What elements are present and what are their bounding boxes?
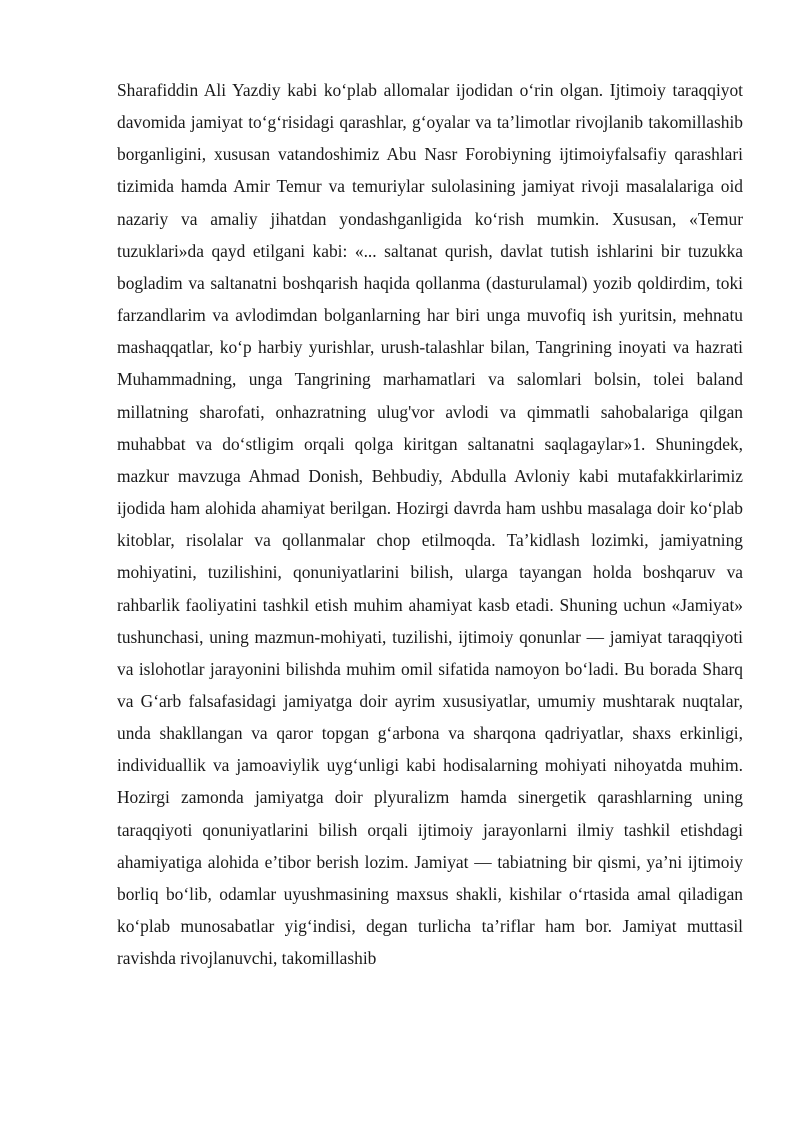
document-page [117,74,743,974]
body-paragraph: Sharafiddin Ali Yazdiy kabi ko‘plab allomalar ijodidan o‘rin olgan. Ijtimoiy taraqqiyot davomida jamiyat to‘g‘risidagi qarashlar, g‘oyalar va ta’limotlar rivojlanib takomillashib borganligini, xususan vatandoshimiz Abu Nasr Forobiyning ijtimoiyfalsafiy qarashlari tizimida hamda Amir Temur va temuriylar sulolasining jamiyat rivoji masalalariga oid nazariy va amaliy jihatdan yondashganligida ko‘rish mumkin. Xususan, «Temur tuzuklari»da qayd etilgani kabi: «... saltanat qurish, davlat tutish ishlarini bir tuzukka bogladim va saltanatni boshqarish haqida qollanma (dasturulamal) yozib qoldirdim, toki farzandlarim va avlodimdan bolganlarning har biri unga muvofiq ish yuritsin, mehnatu mashaqqatlar, ko‘p harbiy yurishlar, urush-talashlar bilan, Tangrining inoyati va hazrati Muhammadning, unga Tangrining marhamatlari va salomlari bolsin, tolei baland millatning sharofati, onhazratning ulug'vor avlodi va qimmatli sahobalariga qilgan muhabbat va do‘stligim orqali qolga kiritgan saltanatni saqlagaylar»1. Shuningdek, mazkur mavzuga Ahmad Donish, Behbudiy, Abdulla Avloniy kabi mutafakkirlarimiz ijodida ham alohida ahamiyat berilgan. Hozirgi davrda ham ushbu masalaga doir ko‘plab kitoblar, risolalar va qollanmalar chop etilmoqda. Ta’kidlash lozimki, jamiyatning mohiyatini, tuzilishini, qonuniyatlarini bilish, ularga tayangan holda boshqaruv va rahbarlik faoliyatini tashkil etish muhim ahamiyat kasb etadi. Shuning uchun «Jamiyat» tushunchasi, uning mazmun-mohiyati, tuzilishi, ijtimoiy qonunlar — jamiyat taraqqiyoti va islohotlar jarayonini bilishda muhim omil sifatida namoyon bo‘ladi. Bu borada Sharq va G‘arb falsafasidagi jamiyatga doir ayrim xususiyatlar, umumiy mushtarak nuqtalar, unda shakllangan va qaror topgan g‘arbona va sharqona qadriyatlar, shaxs erkinligi, individuallik va jamoaviylik uyg‘unligi kabi hodisalarning mohiyati nihoyatda muhim. Hozirgi zamonda jamiyatga doir plyuralizm hamda sinergetik qarashlarning uning taraqqiyoti qonuniyatlarini bilish orqali ijtimoiy jarayonlarni ilmiy tashkil etishdagi ahamiyatiga alohida e’tibor berish lozim. Jamiyat — tabiatning bir qismi, ya’ni ijtimoiy borliq bo‘lib, odamlar uyushmasining maxsus shakli, kishilar o‘rtasida amal qiladigan ko‘plab munosabatlar yig‘indisi, degan turlicha ta’riflar ham bor. Jamiyat muttasil ravishda rivojlanuvchi, takomillashib [117,80,743,969]
